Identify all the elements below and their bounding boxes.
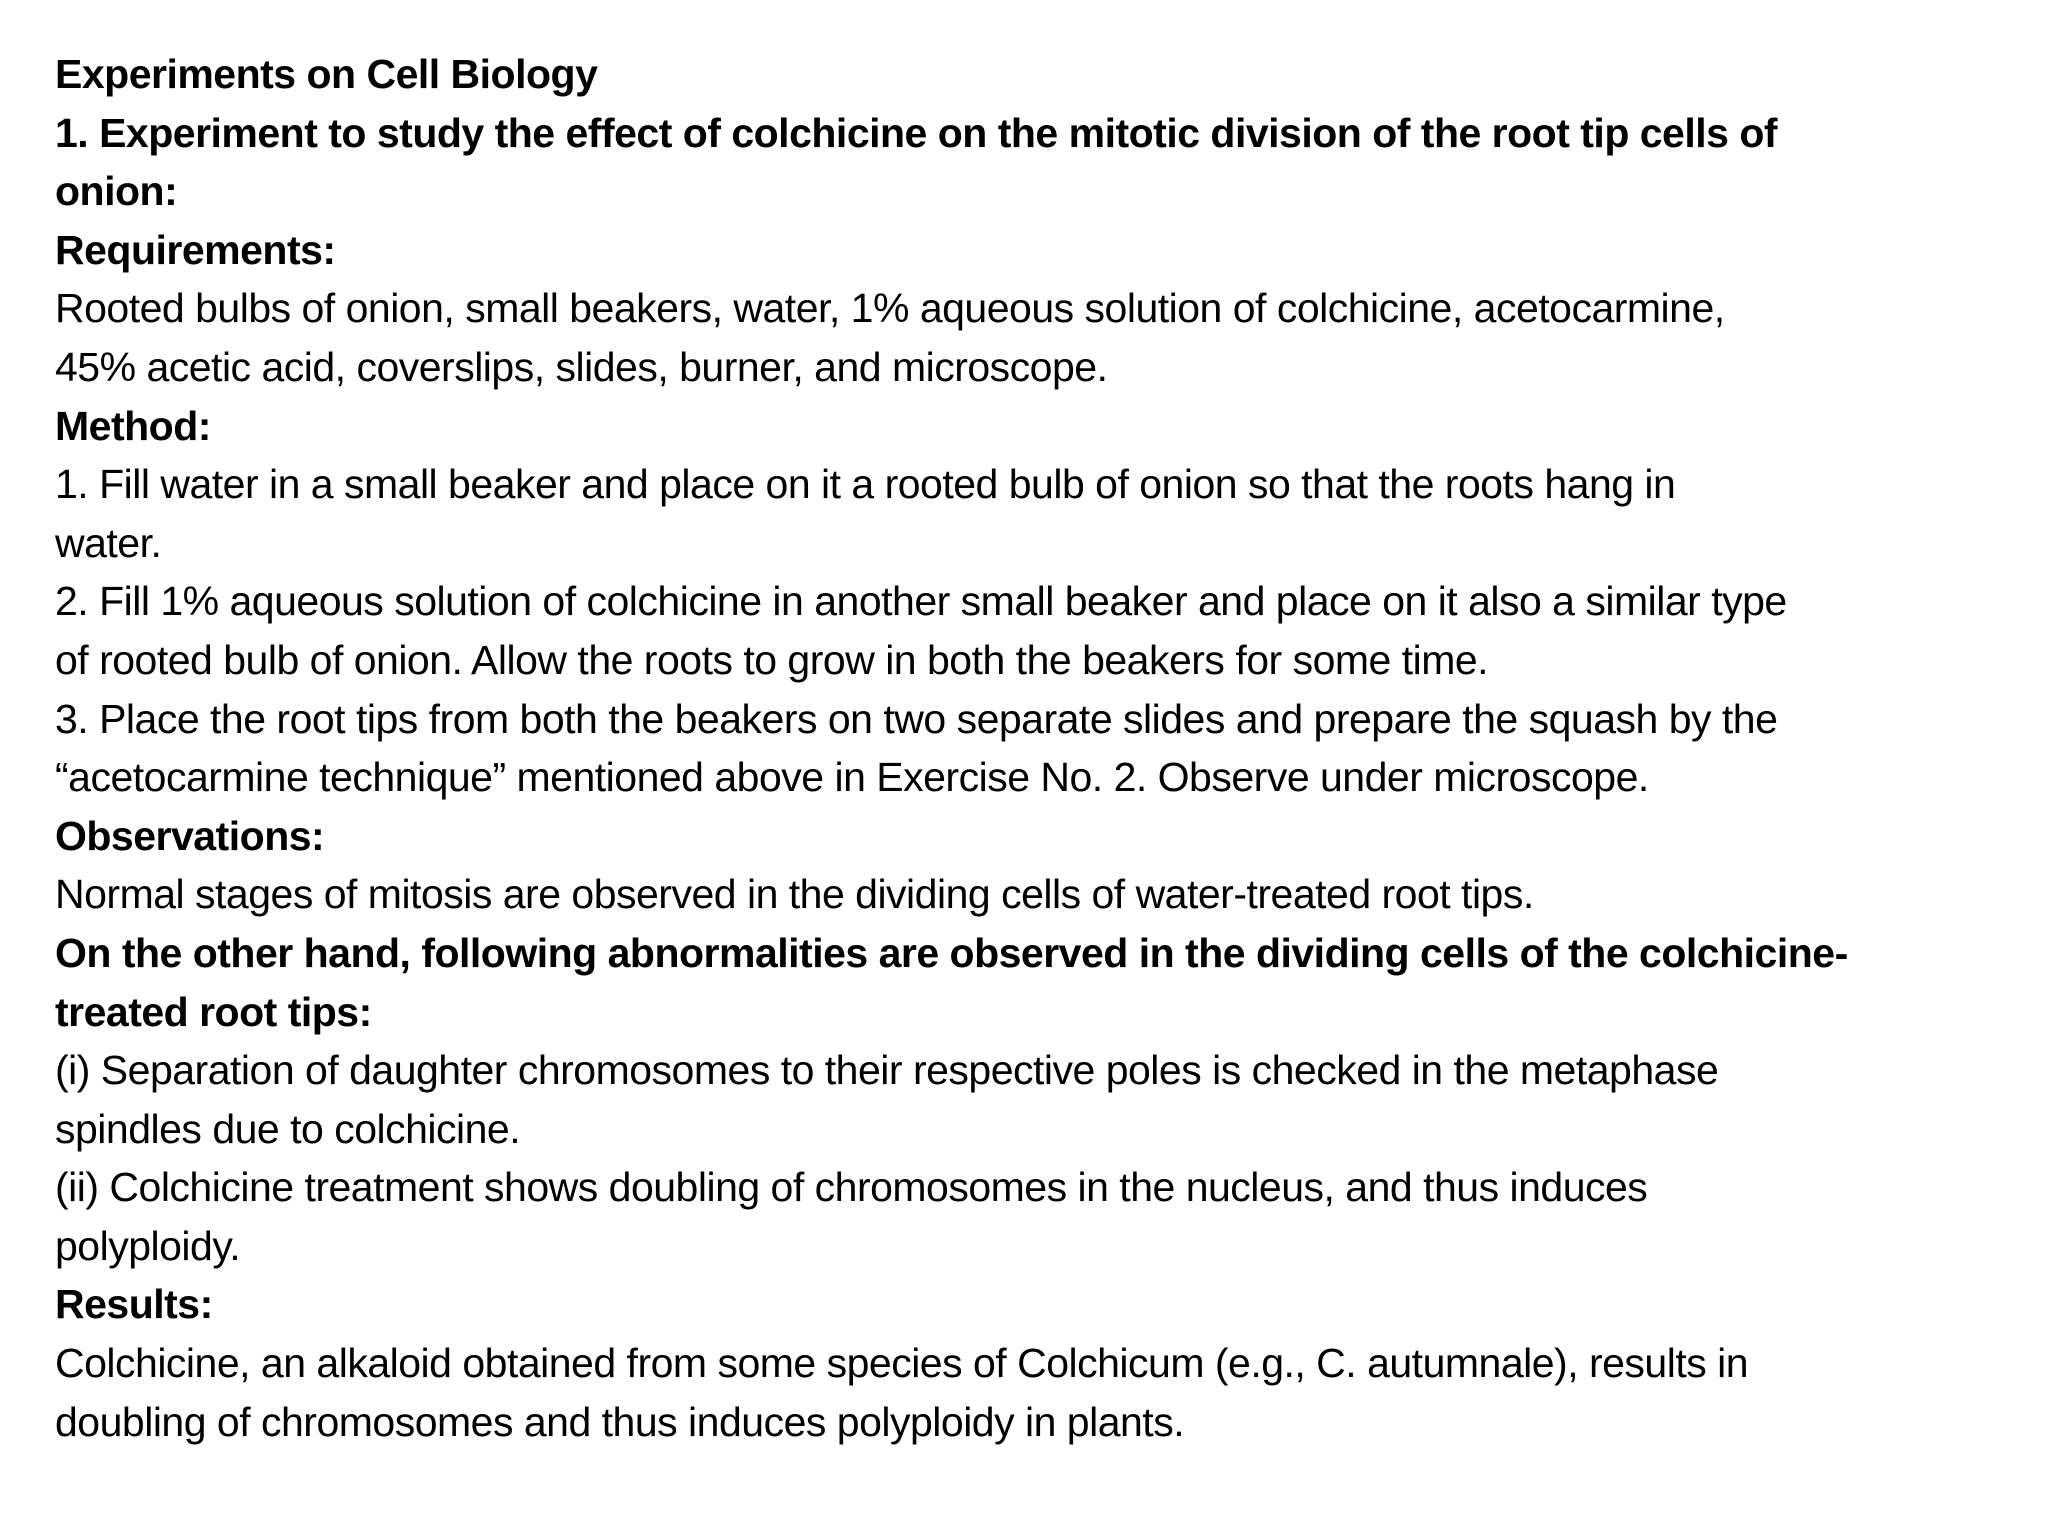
requirements-line: 45% acetic acid, coverslips, slides, burner, and microscope. (55, 343, 1108, 390)
method-line: 1. Fill water in a small beaker and place on it a rooted bulb of onion so that the roots hang in (55, 461, 1676, 508)
method-line: of rooted bulb of onion. Allow the roots to grow in both the beakers for some time. (55, 636, 1489, 683)
results-line: doubling of chromosomes and thus induces polyploidy in plants. (55, 1398, 1185, 1445)
experiment-heading (55, 104, 2015, 221)
method-line: 2. Fill 1% aqueous solution of colchicine in another small beaker and place on it also a similar type (55, 578, 1787, 625)
document-page (55, 45, 2015, 1451)
observations-heading: Observations: (55, 812, 325, 859)
method-line: water. (55, 519, 162, 566)
results-heading: Results: (55, 1281, 213, 1328)
observations-line: (i) Separation of daughter chromosomes to their respective poles is checked in the metaphase (55, 1047, 1719, 1094)
method-line: “acetocarmine technique” mentioned above in Exercise No. 2. Observe under microscope. (55, 754, 1649, 801)
method-section (55, 397, 2015, 807)
observations-line: spindles due to colchicine. (55, 1105, 521, 1152)
experiment-heading-line: onion: (55, 168, 178, 215)
page-title: Experiments on Cell Biology (55, 51, 598, 97)
observations-line: (ii) Colchicine treatment shows doubling of chromosomes in the nucleus, and thus induces (55, 1164, 1648, 1211)
requirements-line: Rooted bulbs of onion, small beakers, water, 1% aqueous solution of colchicine, acetocarmine, (55, 285, 1725, 332)
observations-line: polyploidy. (55, 1222, 241, 1269)
experiment-heading-line: 1. Experiment to study the effect of colchicine on the mitotic division of the root tip cells of (55, 109, 1778, 156)
abnormalities-heading-line: treated root tips: (55, 988, 372, 1035)
abnormalities-heading-line: On the other hand, following abnormalities are observed in the dividing cells of the colchicine- (55, 929, 1848, 976)
method-line: 3. Place the root tips from both the beakers on two separate slides and prepare the squash by the (55, 695, 1778, 742)
requirements-heading: Requirements: (55, 226, 336, 273)
method-heading: Method: (55, 402, 211, 449)
results-line: Colchicine, an alkaloid obtained from some species of Colchicum (e.g., C. autumnale), results in (55, 1340, 1749, 1387)
observations-section (55, 807, 2015, 1276)
results-section (55, 1275, 2015, 1451)
observations-normal: Normal stages of mitosis are observed in the dividing cells of water-treated root tips. (55, 871, 1534, 918)
requirements-section (55, 221, 2015, 397)
